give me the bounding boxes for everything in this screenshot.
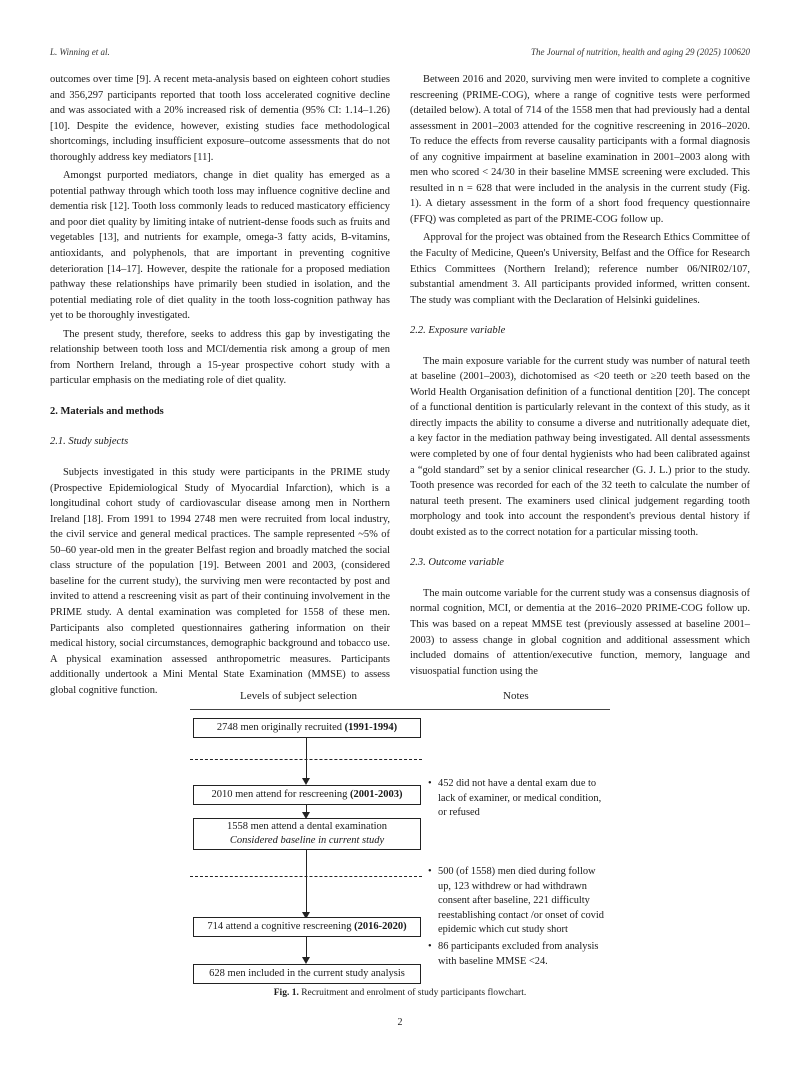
flow-dashed-divider-2: [190, 876, 422, 877]
paragraph-outcome: The main outcome variable for the current study was a consensus diagnosis of normal cognition, MCI, or dementia at the 2016–2020 PRIME-COG follow up. This was based on a repeat MMSE test (previously assessed at baseline 2001–2003) to assess change in global cognition and additional assessment which included domains of attention/executive function, memory, language and visuospatial function using the: [410, 587, 750, 677]
paragraph-intro-1: outcomes over time [9]. A recent meta-analysis based on eighteen cohort studies and 356,297 participants reported that tooth loss accelerated cognitive decline and was associated with a 20% increased risk of dementia (95% CI: 1.14–1.26) [10]. Despite the evidence, however, existing studies face methodological shortcomings, including insufficient exposure–outcome assessments that do not thoroughly address key mediators [11].: [50, 74, 390, 163]
flow-note-3: [428, 940, 610, 969]
bullet-icon: •: [428, 866, 432, 877]
figure-caption-text: Recruitment and enrolment of study participants flowchart.: [298, 988, 527, 998]
left-column: [50, 72, 390, 698]
flow-box-dental-exam-line1: 1558 men attend a dental examination: [226, 821, 388, 832]
right-column: [410, 72, 750, 679]
flow-box-rescreening-text: 2010 men attend for rescreening: [211, 789, 350, 800]
figure-top-rule: [190, 709, 610, 710]
flow-box-recruited: [193, 718, 421, 738]
flow-connector-3: [306, 850, 307, 913]
subsection-heading-study-subjects: 2.1. Study subjects: [50, 436, 129, 448]
subsection-heading-exposure: 2.2. Exposure variable: [410, 325, 506, 337]
flow-note-3-text: 86 participants excluded from analysis with baseline MMSE <24.: [438, 941, 599, 967]
bullet-icon: •: [428, 941, 432, 952]
flow-dashed-divider-1: [190, 759, 422, 760]
figure-caption: [0, 988, 800, 998]
flow-arrow-4: [302, 957, 310, 964]
flow-note-1: [428, 777, 610, 821]
paragraph-exposure: The main exposure variable for the current study was number of natural teeth at baseline (2001–2003), dichotomised as <20 teeth or ≥20 teeth based on the World Health Organisation definition of a functional dentition [20]. The concept of a functional dentition is particularly relevant in the context of this study, as it directly impacts the ability to consume a diverse and nutritionally adequate diet, a key factor in the mediation pathway being investigated. All dental assessments were completed by one of four dental hygienists who had been calibrated against a “gold standard” set by a senior clinical researcher (G. J. L.) prior to the study. Tooth presence was recorded for each of the 32 teeth to calculate the number of natural teeth present. The examiners used clinical judgement regarding tooth morphology and took into account the respondent's previous dental history if doubt existed as to the correct notation for a particular missing tooth.: [410, 355, 750, 538]
flow-box-recruited-text: 2748 men originally recruited: [216, 722, 345, 733]
running-header-authors: L. Winning et al.: [50, 47, 110, 57]
figure-heading-notes: Notes: [503, 690, 529, 702]
paragraph-intro-3: The present study, therefore, seeks to address this gap by investigating the relationship between tooth loss and MCI/dementia risk among a group of men from Northern Ireland, through a 15-year prospective cohort study with a particular emphasis on the mediating role of diet quality.: [50, 328, 390, 387]
flow-box-dental-exam: [193, 818, 421, 850]
flow-box-cognitive-rescreening: [193, 917, 421, 937]
flow-box-rescreening: [193, 785, 421, 805]
flow-connector-4: [306, 937, 307, 958]
paragraph-prime-cog: Between 2016 and 2020, surviving men were invited to complete a cognitive rescreening (PRIME-COG), where a range of cognitive tests were performed (detailed below). A total of 714 of the 1558 men that had previously had a dental assessment in 2001–2003 attended for the cognitive rescreening in 2016–2020. To reduce the effects from reverse causality participants with a formal diagnosis of any cognitive impairment at baseline examination in 2001–2003 along with men who scored < 24/30 in their baseline MMSE screening were excluded. This resulted in n = 628 that were included in the analysis in the current study (Fig. 1). A dietary assessment in the form of a short food frequency questionnaire (FFQ) was completed as part of the PRIME-COG follow up.: [410, 74, 750, 225]
flow-note-2: [428, 865, 610, 938]
flow-box-rescreening-years: (2001-2003): [350, 789, 403, 800]
paragraph-study-subjects: Subjects investigated in this study were participants in the PRIME study (Prospective Epidemiological Study of Myocardial Infarction), which is a longitudinal cohort study of cardiovascular disease among men in Northern Ireland [18]. From 1991 to 1994 2748 men were recruited from local industry, the civil service and general medical practices. The sample represented ~5% of 50–60 year-old men in the greater Belfast region and broadly matched the social class structure of the population [19]. Between 2001 and 2003, (considered baseline for the current study), the surviving men were recontacted by post and invited to attend a rescreening visit as part of their continuing involvement in the PRIME study. A dental examination was completed for 1558 of these men. Participants also completed questionnaires gathering information on their medical history, social circumstances, demographic background and tobacco use. A physical examination assessed anthropometric measures. Participants additionally undertook a Mini Mental State Examination (MMSE) to assess global cognitive function.: [50, 467, 390, 696]
flow-box-dental-exam-line2: Considered baseline in current study: [229, 835, 385, 846]
flow-arrow-1: [302, 778, 310, 785]
paragraph-ethics: Approval for the project was obtained from the Research Ethics Committee of the Faculty of Medicine, Queen's University, Belfast and the Office for Research Ethics Committees (Northern Ireland); reference number 06/NIR02/107, substantial amendment 3. All participants provided informed, written consent. The study was compliant with the Declaration of Helsinki guidelines.: [410, 232, 750, 306]
subsection-heading-outcome: 2.3. Outcome variable: [410, 557, 504, 569]
bullet-icon: •: [428, 778, 432, 789]
running-header-journal: The Journal of nutrition, health and aging 29 (2025) 100620: [531, 47, 750, 57]
flow-box-included: 628 men included in the current study analysis: [193, 964, 421, 984]
figure-caption-label: Fig. 1.: [273, 988, 299, 998]
flow-box-cognitive-text: 714 attend a cognitive rescreening: [207, 921, 355, 932]
figure-heading-levels: Levels of subject selection: [240, 690, 357, 702]
flow-note-1-text: 452 did not have a dental exam due to lack of examiner, or medical condition, or refused: [438, 778, 602, 818]
flow-box-recruited-years: (1991-1994): [344, 722, 398, 733]
paragraph-intro-2: Amongst purported mediators, change in diet quality has emerged as a potential pathway through which tooth loss may influence cognitive decline and dementia risk [12]. Tooth loss commonly leads to reduced masticatory efficiency and poor diet quality by limiting intake of nutrient-dense foods such as fruits and vegetables [13], and nutrients for example, omega-3 fatty acids, B-vitamins, antioxidants, and polyphenols, that are important in preventing cognitive deterioration [14–17]. However, despite the rationale for a proposed mediation pathway these relationships have primarily been studied in isolation, and the potential mediating role of diet quality in the tooth loss-cognition pathway has yet to be thoroughly investigated.: [50, 170, 390, 322]
page-number: 2: [397, 1017, 403, 1028]
section-heading-methods: 2. Materials and methods: [50, 405, 164, 417]
flow-box-cognitive-years: (2016-2020): [354, 921, 407, 932]
flow-note-2-text: 500 (of 1558) men died during follow up, 123 withdrew or had withdrawn consent after baseline, 221 difficulty reestablishing contact /or onset of covid epidemic which cut study short: [438, 866, 604, 935]
